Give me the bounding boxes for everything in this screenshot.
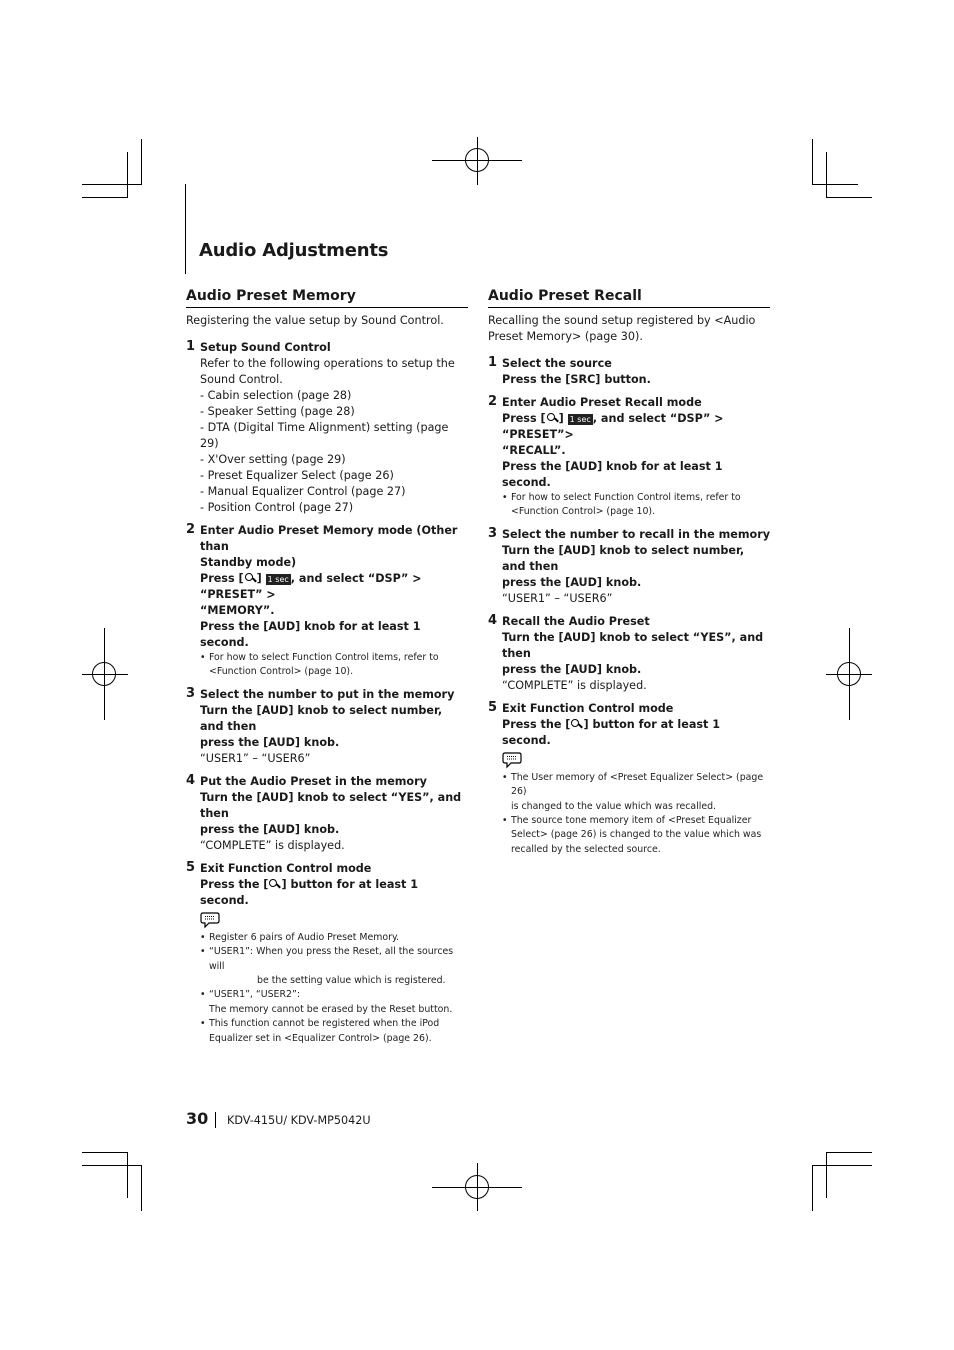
step-instruction: Turn the [AUD] knob to select “YES”, and then <box>502 630 764 660</box>
step-title: Setup Sound Control <box>200 341 331 354</box>
chevron-right-icon: > <box>714 411 724 426</box>
section-heading: Audio Preset Recall <box>488 287 770 308</box>
chevron-right-icon: > <box>266 587 276 602</box>
page-number: 30 <box>186 1109 209 1128</box>
step-title: Enter Audio Preset Recall mode <box>502 396 702 409</box>
page-title: Audio Adjustments <box>199 240 389 261</box>
step-instruction: Turn the [AUD] knob to select number, and then <box>200 703 443 733</box>
section-intro: Registering the value setup by Sound Control. <box>186 314 444 327</box>
step-number: 2 <box>186 522 196 537</box>
list-item: - Speaker Setting (page 28) <box>200 405 355 418</box>
model-number: KDV-415U/ KDV-MP5042U <box>227 1114 371 1127</box>
step-title: Standby mode) <box>200 556 297 569</box>
note-item: • This function cannot be registered when the iPod Equalizer set in <Equalizer Control> (page 26). <box>200 1017 468 1046</box>
audio-preset-memory-section <box>186 287 468 1046</box>
step-instruction: press the [AUD] knob. <box>200 822 340 836</box>
one-second-press-icon: 1 sec <box>267 575 289 584</box>
step-number: 3 <box>488 525 498 541</box>
chevron-right-icon: > <box>412 571 422 586</box>
step-result: “COMPLETE” is displayed. <box>502 678 647 692</box>
list-item: - X'Over setting (page 29) <box>200 453 346 466</box>
step-1 <box>488 356 770 388</box>
step-note: • For how to select Function Control items, refer to <Function Control> (page 10). <box>502 491 770 520</box>
step-instruction: Press [ ] 1 sec , and select “DSP” > “PRESET” > <box>200 571 468 603</box>
step-number: 2 <box>488 394 498 409</box>
step-5 <box>488 701 770 857</box>
step-title: Exit Function Control mode <box>200 861 372 875</box>
note-icon <box>502 751 522 769</box>
section-heading: Audio Preset Memory <box>186 287 468 308</box>
step-result: “USER1” – “USER6” <box>200 751 311 765</box>
step-title: Select the source <box>502 357 612 370</box>
title-bar <box>185 184 186 274</box>
list-item: - Position Control (page 27) <box>200 501 354 514</box>
magnifier-icon <box>546 412 559 424</box>
step-number: 5 <box>488 699 498 715</box>
step-result: “COMPLETE” is displayed. <box>200 838 345 852</box>
list-item: - Preset Equalizer Select (page 26) <box>200 469 394 482</box>
note-item: • “USER1”, “USER2”: The memory cannot be erased by the Reset button. <box>200 988 468 1017</box>
step-2 <box>186 523 468 680</box>
step-title: Enter Audio Preset Memory mode (Other than <box>200 524 458 553</box>
step-4 <box>186 774 468 854</box>
list-item: - DTA (Digital Time Alignment) setting (page 29) <box>200 421 449 450</box>
note-item: • The source tone memory item of <Preset Equalizer Select> (page 26) is changed to the value which was recalled by the selected source. <box>502 814 770 857</box>
step-number: 1 <box>186 339 196 354</box>
step-number: 4 <box>488 612 498 628</box>
note-icon <box>200 911 220 929</box>
step-instruction: Press the [SRC] button. <box>502 373 651 386</box>
step-5 <box>186 861 468 1046</box>
step-body: Refer to the following operations to setup the <box>200 357 455 370</box>
step-1 <box>186 340 468 516</box>
note-item: • “USER1”: When you press the Reset, all the sources will be the setting value which is registered. <box>200 945 468 988</box>
step-title: Put the Audio Preset in the memory <box>200 774 427 788</box>
step-number: 1 <box>488 355 498 370</box>
step-instruction: Turn the [AUD] knob to select “YES”, and then <box>200 790 462 820</box>
step-result: “USER1” – “USER6” <box>502 591 613 605</box>
section-intro: Recalling the sound setup registered by <Audio Preset Memory> (page 30). <box>488 314 756 343</box>
step-body: Sound Control. <box>200 373 283 386</box>
audio-preset-recall-section <box>488 287 770 857</box>
step-number: 3 <box>186 685 196 701</box>
step-instruction: Press the [ ] button for at least 1 second. <box>502 717 721 747</box>
step-3 <box>186 687 468 767</box>
list-item: - Cabin selection (page 28) <box>200 389 352 402</box>
magnifier-icon <box>268 878 281 890</box>
step-2 <box>488 395 770 520</box>
step-instruction: Turn the [AUD] knob to select number, and then <box>502 543 745 573</box>
step-title: Recall the Audio Preset <box>502 614 650 628</box>
step-number: 4 <box>186 772 196 788</box>
step-instruction: “MEMORY”. <box>200 604 275 617</box>
note-item: • Register 6 pairs of Audio Preset Memory. <box>200 931 468 945</box>
step-3 <box>488 527 770 607</box>
step-instruction: Press the [AUD] knob for at least 1 second. <box>502 460 723 489</box>
step-instruction: Press the [AUD] knob for at least 1 second. <box>200 620 421 649</box>
step-instruction: “RECALL”. <box>502 444 566 457</box>
step-note: • For how to select Function Control items, refer to <Function Control> (page 10). <box>200 651 468 680</box>
step-title: Select the number to recall in the memory <box>502 527 770 541</box>
footer-divider <box>215 1112 216 1128</box>
magnifier-icon <box>570 718 583 730</box>
note-item: • The User memory of <Preset Equalizer Select> (page 26) is changed to the value which was recalled. <box>502 771 770 814</box>
step-instruction: press the [AUD] knob. <box>502 575 642 589</box>
step-instruction: press the [AUD] knob. <box>200 735 340 749</box>
step-instruction: press the [AUD] knob. <box>502 662 642 676</box>
step-instruction: Press the [ ] button for at least 1 second. <box>200 877 419 907</box>
step-4 <box>488 614 770 694</box>
one-second-press-icon: 1 sec <box>569 415 591 424</box>
step-title: Select the number to put in the memory <box>200 687 455 701</box>
magnifier-icon <box>244 572 257 584</box>
step-title: Exit Function Control mode <box>502 701 674 715</box>
step-number: 5 <box>186 859 196 875</box>
step-instruction: Press [ ] 1 sec , and select “DSP” > “PRESET”> <box>502 411 770 443</box>
chevron-right-icon: > <box>564 427 574 442</box>
list-item: - Manual Equalizer Control (page 27) <box>200 485 406 498</box>
